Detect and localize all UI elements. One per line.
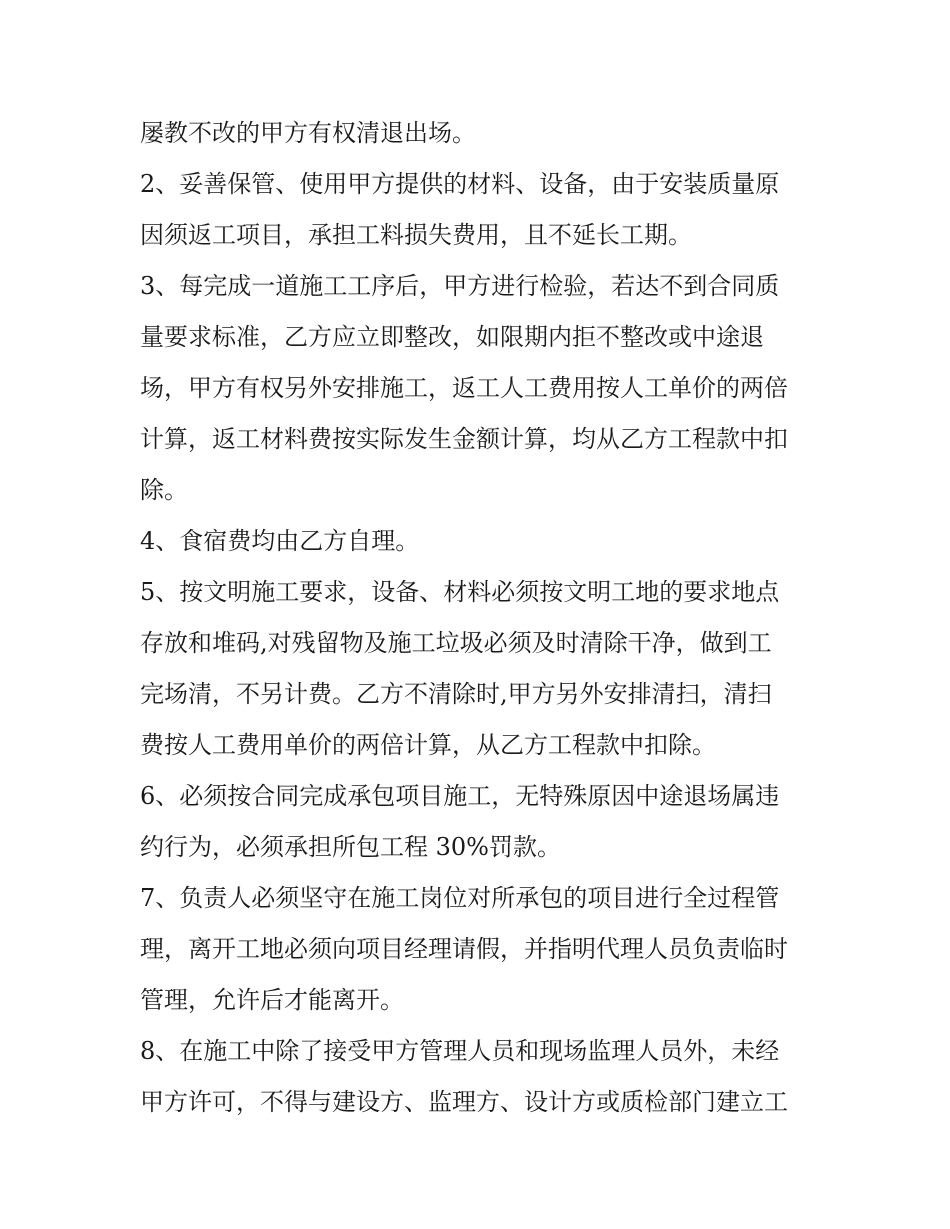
text-line: 量要求标准，乙方应立即整改，如限期内拒不整改或中途退: [140, 323, 764, 351]
text-line: 5、按文明施工要求，设备、材料必须按文明工地的要求地点: [140, 578, 780, 606]
text-line: 6、必须按合同完成承包项目施工，无特殊原因中途退场属违: [140, 782, 780, 810]
document-body: [140, 108, 820, 1128]
text-line: 4、食宿费均由乙方自理。: [140, 527, 420, 555]
text-line: 7、负责人必须坚守在施工岗位对所承包的项目进行全过程管: [140, 884, 780, 912]
text-line: 计算，返工材料费按实际发生金额计算，均从乙方工程款中扣: [140, 425, 788, 453]
text-line: 除。: [140, 476, 188, 504]
text-line: 3、每完成一道施工工序后，甲方进行检验，若达不到合同质: [140, 272, 780, 300]
text-line: 完场清，不另计费。乙方不清除时,甲方另外安排清扫，清扫: [140, 680, 772, 708]
text-line: 管理，允许后才能离开。: [140, 986, 404, 1014]
text-line: 约行为，必须承担所包工程 30%罚款。: [140, 833, 561, 861]
text-line: 存放和堆码,对残留物及施工垃圾必须及时清除干净，做到工: [140, 629, 772, 657]
text-line: 8、在施工中除了接受甲方管理人员和现场监理人员外，未经: [140, 1037, 780, 1065]
text-line: 费按人工费用单价的两倍计算，从乙方工程款中扣除。: [140, 731, 716, 759]
text-line: 2、妥善保管、使用甲方提供的材料、设备，由于安装质量原: [140, 170, 780, 198]
text-line: 理，离开工地必须向项目经理请假，并指明代理人员负责临时: [140, 935, 788, 963]
text-line: 甲方许可，不得与建设方、监理方、设计方或质检部门建立工: [140, 1088, 788, 1116]
text-line: 场，甲方有权另外安排施工，返工人工费用按人工单价的两倍: [140, 374, 788, 402]
text-line: 屡教不改的甲方有权清退出场。: [140, 119, 476, 147]
text-line: 因须返工项目，承担工料损失费用，且不延长工期。: [140, 221, 692, 249]
